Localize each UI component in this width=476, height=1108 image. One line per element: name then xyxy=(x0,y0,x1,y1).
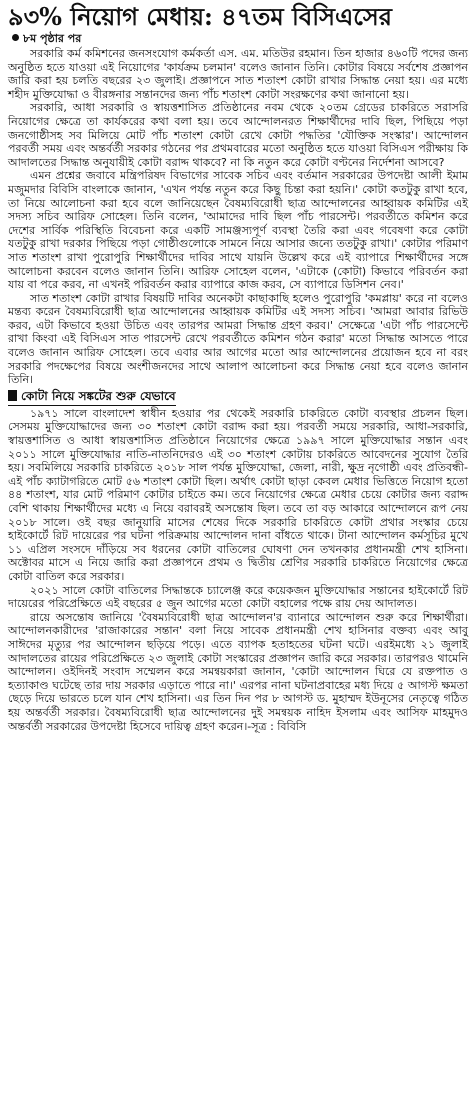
subheading-bar-icon xyxy=(8,390,17,401)
bullet-icon xyxy=(12,34,19,41)
subheading-text: কোটা নিয়ে সঙ্কটের শুরু যেভাবে xyxy=(21,388,176,403)
continued-from-text: ৮ম পৃষ্ঠার পর xyxy=(23,32,82,45)
paragraph-6: ২০২১ সালে কোটা বাতিলের সিদ্ধান্তকে চ্যালেঞ্জ করে কয়েকজন মুক্তিযোদ্ধার সন্তানের হাইকোর্টে রিট দায়েরের পরিপ্রেক্ষিতে এই বছরের ৫ জুন আগের মতো কোটা বহালের পক্ষে রায় দেয় আদালত। xyxy=(8,583,468,611)
article-body xyxy=(8,47,468,387)
subheading-wrap xyxy=(8,389,176,406)
paragraph-3: এমন প্রশ্নের জবাবে মন্ত্রিপরিষদ বিভাগের সাবেক সচিব এবং বর্তমান সরকারের উপদেষ্টা আলী ইমাম মজুমদার বিবিসি বাংলাকে জানান, 'এখন পর্যন্ত নতুন করে কিছু চিন্তা করা হয়নি।' কোটা কতটুকু রাখা হবে, তা নিয়ে আলোচনা করা হবে বলে জানিয়েছেন বৈষম্যবিরোধী ছাত্র আন্দোলনের আহ্বায়ক কমিটির এই সদস্য সচিব আরিফ সোহেল। তিনি বলেন, 'আমাদের দাবি ছিল পাঁচ পারসেন্ট। পরবর্তীতে কমিশন করে দেশের সার্বিক পরিস্থিতি বিবেচনা করে একটি সামঞ্জস্যপূর্ণ ব্যবস্থা তৈরি করা এবং গবেষণা করে কোটা যতটুকু রাখা দরকার পিছিয়ে পড়া গোষ্ঠীগুলোকে সামনে নিয়ে আসার জন্যে ততটুকু রাখা।' কোটার পরিমাণ সাত শতাংশ রাখা পুরোপুরি শিক্ষার্থীদের দাবির সাথে যায়নি উল্লেখ করে এই ব্যাপারে শিক্ষার্থীদের সঙ্গে আলোচনা করবেন বলেও জানান তিনি। আরিফ সোহেল বলেন, 'এটাকে (কোটা) কিভাবে পরিবর্তন করা যায় বা পরে করব, না এখনই পরিবর্তন করার ব্যাপারে কাজ করব, সে ব্যাপারে ডিসিশন নেব।' xyxy=(8,169,468,292)
section-subheading xyxy=(8,389,468,406)
headline: ৯৩% নিয়োগ মেধায়: ৪৭তম বিসিএসের xyxy=(8,2,392,31)
paragraph-7: রায়ে অসন্তোষ জানিয়ে 'বৈষম্যবিরোধী ছাত্র আন্দোলন'র ব্যানারে আন্দোলন শুরু করে শিক্ষার্থীরা। আন্দোলনকারীদের 'রাজাকারের সন্তান' বলা নিয়ে সাবেক প্রধানমন্ত্রী শেখ হাসিনার বক্তব্য এবং আবু সাঈদের মৃত্যুর পর আন্দোলন ছড়িয়ে পড়ে। এতে ব্যাপক হতাহতের ঘটনা ঘটে। এরইমধ্যে ২১ জুলাই আদালতের রায়ের পরিপ্রেক্ষিতে ২৩ জুলাই কোটা সংস্কারের প্রজ্ঞাপন জারি করে সরকার। তারপরও থামেনি আন্দোলন। ওইদিনই সংবাদ সম্মেলন করে সমন্বয়কারা জানান, 'কোটা আন্দোলন ঘিরে যে রক্তপাত ও হত্যাকাণ্ড ঘটেছে তার দায় সরকার এড়াতে পারে না।' এরপর নানা ঘটনাপ্রবাহের মধ্য দিয়ে ৫ আগস্ট ক্ষমতা ছেড়ে দিয়ে ভারতে চলে যান শেখ হাসিনা। এর তিন দিন পর ৮ আগস্ট ড. মুহাম্মদ ইউনূসের নেতৃত্বে গঠিত হয় অন্তর্বর্তী সরকার। বৈষম্যবিরোধী ছাত্র আন্দোলনের দুই সমন্বয়ক নাহিদ ইসলাম এবং আসিফ মাহমুদও অন্তর্বর্তী সরকারের উপদেষ্টা হিসেবে দায়িত্ব গ্রহণ করেন।-সূত্র : বিবিসি xyxy=(8,610,468,733)
paragraph-5: ১৯৭১ সালে বাংলাদেশ স্বাধীন হওয়ার পর থেকেই সরকারি চাকরিতে কোটা ব্যবস্থার প্রচলন ছিল। সেসময় মুক্তিযোদ্ধাদের জন্য ৩০ শতাংশ কোটা বরাদ্দ করা হয়। পরবর্তী সময়ে সরকারি, আধা-সরকারি, স্বায়ত্তশাসিত ও আধা স্বায়ত্তশাসিত প্রতিষ্ঠানে নিয়োগের ক্ষেত্রে ১৯৯৭ সালে মুক্তিযোদ্ধার সন্তান এবং ২০১১ সালে মুক্তিযোদ্ধার নাতি-নাতনিদেরও এই ৩০ শতাংশ কোটায় চাকরিতে আবেদনের সুযোগ তৈরি হয়। সবমিলিয়ে সরকারি চাকরিতে ২০১৮ সাল পর্যন্ত মুক্তিযোদ্ধা, জেলা, নারী, ক্ষুদ্র নৃগোষ্ঠী এবং প্রতিবন্ধী- এই পাঁচ ক্যাটাগরিতে মোট ৫৬ শতাংশ কোটা ছিল। অর্থাৎ কোটা ছাড়া কেবল মেধার ভিত্তিতে নিয়োগ হতো ৪৪ শতাংশ, যার মোট পরিমাণ কোটার চাইতে কম। তবে নিয়োগের ক্ষেত্রে মেধার চেয়ে কোটার জন্য বরাদ্দ বেশি থাকায় শিক্ষার্থীদের মধ্যে এ নিয়ে বরাবরই অসন্তোষ ছিল। তবে তা বড় আকারে আন্দোলনে রূপ নেয় ২০১৮ সালে। ওই বছর জানুয়ারি মাসের শেষের দিকে সরকারি চাকরিতে কোটা প্রথার সংস্কার চেয়ে হাইকোর্টে রিট দায়েরের পর ঘটনা পরিক্রমায় আন্দোলন দানা বাঁধতে থাকে। টানা আন্দোলন কর্মসূচির মুখে ১১ এপ্রিল সংসদে দাঁড়িয়ে সব ধরনের কোটা বাতিলের ঘোষণা দেন তখনকার প্রধানমন্ত্রী শেখ হাসিনা। অক্টোবর মাসে এ নিয়ে জারি করা প্রজ্ঞাপনে প্রথম ও দ্বিতীয় শ্রেণির সরকারি চাকরিতে নিয়োগের ক্ষেত্রে কোটা বাতিল করে সরকার। xyxy=(8,406,468,583)
continuation-note xyxy=(8,32,468,46)
article-body-2 xyxy=(8,407,468,733)
paragraph-4: সাত শতাংশ কোটা রাখার বিষয়টি দাবির অনেকটা কাছাকাছি হলেও পুরোপুরি 'কমপ্লায়' করে না বলেও মন্তব্য করেন বৈষম্যবিরোধী ছাত্র আন্দোলনের আহ্বায়ক কমিটির এই সদস্য সচিব। 'আমরা আবার রিভিউ করব, এটা কিভাবে হওয়া উচিত এবং তারপর আমরা সিদ্ধান্ত গ্রহণ করব।' সেক্ষেত্রে 'এটা পাঁচ পারসেন্টে রাখা কিংবা এই বিসিএস সাত পারসেন্ট রেখে পরবর্তীতে কমিশন গঠন করার' মতো সিদ্ধান্ত আসতে পারে বলেও জানান আরিফ সোহেল। তবে এবার আর আগের মতো আর আন্দোলনের প্রয়োজন হবে না বরং সরকারি পদক্ষেপের বিষয়ে অংশীজনদের সাথে আলাপ আলোচনা করে সিদ্ধান্ত নেয়া হবে বলেও জানান তিনি। xyxy=(8,291,468,387)
paragraph-2: সরকারি, আধা সরকারি ও স্বায়ত্তশাসিত প্রতিষ্ঠানের নবম থেকে ২০তম গ্রেডের চাকরিতে সরাসরি নিয়োগের ক্ষেত্রে তা কার্যকরের কথা বলা হয়। তবে আন্দোলনরত শিক্ষার্থীদের দাবি ছিল, পিছিয়ে পড়া জনগোষ্ঠীসহ সব মিলিয়ে মোট পাঁচ শতাংশ কোটা রেখে কোটা পদ্ধতির 'যৌক্তিক সংস্কার'। আন্দোলন পরবর্তী সময় এবং অন্তর্বর্তী সরকার গঠনের পর প্রথমবারের মতো অনুষ্ঠিত হতে যাওয়া বিসিএস পরীক্ষায় কি আদালতের সিদ্ধান্ত অনুযায়ীই কোটা বরাদ্দ থাকবে? না কি নতুন করে কোটা বণ্টনের নির্দেশনা আসবে? xyxy=(8,101,468,169)
paragraph-1: সরকারি কর্ম কমিশনের জনসংযোগ কর্মকর্তা এস. এম. মতিউর রহমান। তিন হাজার ৪৬০টি পদের জন্য অনুষ্ঠিত হতে যাওয়া এই নিয়োগের 'কার্যক্রম চলমান' বলেও জানান তিনি। কোটার বিষয়ে সর্বশেষ প্রজ্ঞাপন জারি করা হয় চলতি বছরের ২৩ জুলাই। প্রজ্ঞাপনে সাত শতাংশ কোটা রাখার সিদ্ধান্ত নেয়া হয়। এর মধ্যে শহীদ মুক্তিযোদ্ধা ও বীরঙ্গনার সন্তানদের জন্য পাঁচ শতাংশ কোটা সংরক্ষণের কথা জানানো হয়। xyxy=(8,47,468,101)
